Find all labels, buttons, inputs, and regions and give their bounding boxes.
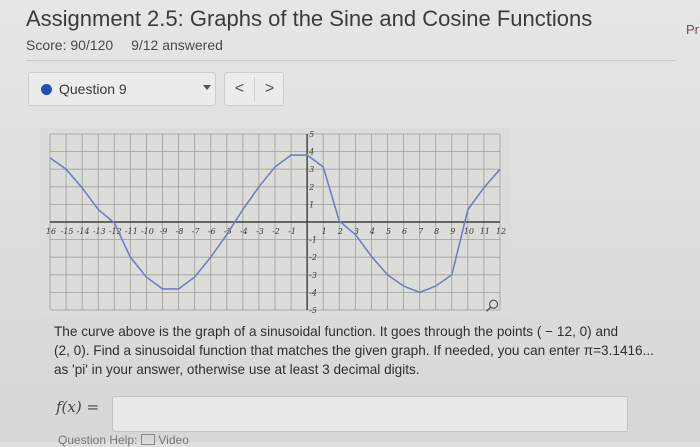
x-tick-label: 9 (450, 227, 456, 236)
y-tick-label: -4 (309, 288, 317, 298)
score-line (26, 37, 223, 53)
answer-input[interactable] (112, 396, 628, 432)
x-tick-label: 5 (385, 227, 392, 236)
answer-label: f(x) = (56, 398, 100, 416)
x-tick-label: 3 (353, 227, 359, 236)
y-tick-label: 1 (309, 200, 315, 210)
x-tick-label: -11 (124, 227, 138, 236)
x-tick-label: 8 (434, 227, 440, 236)
x-tick-label: -13 (92, 227, 106, 236)
y-tick-label: 4 (309, 147, 315, 157)
chevron-down-icon (203, 85, 211, 90)
y-tick-label: -2 (309, 253, 317, 263)
x-tick-label: 2 (337, 227, 343, 236)
answered-count: 9/12 answered (131, 37, 223, 53)
question-select-label: Question 9 (59, 81, 127, 97)
x-tick-label: 4 (369, 227, 375, 236)
x-tick-label: 1 (321, 227, 327, 236)
x-tick-label: -4 (239, 227, 248, 236)
y-tick-label: -3 (309, 270, 317, 280)
x-tick-label: 11 (479, 227, 491, 236)
x-tick-label: 16 (45, 227, 57, 236)
x-tick-label: -14 (76, 227, 90, 236)
score-text: Score: 90/120 (26, 37, 114, 53)
help-label: Question Help: (58, 433, 138, 447)
header-divider (26, 60, 676, 61)
video-link[interactable]: Video (158, 433, 189, 447)
x-tick-label: -12 (108, 227, 122, 236)
question-select[interactable] (28, 72, 216, 106)
x-tick-label: 10 (463, 227, 474, 236)
x-tick-label: 6 (402, 227, 408, 236)
x-tick-label: -8 (175, 227, 184, 236)
y-tick-label: -5 (309, 306, 317, 315)
x-tick-label: -7 (191, 227, 200, 236)
x-tick-label: -6 (207, 227, 216, 236)
y-tick-label: 2 (309, 182, 315, 192)
x-tick-label: -5 (223, 227, 232, 236)
status-dot-icon (41, 84, 52, 95)
question-help (58, 433, 189, 447)
problem-line-1: The curve above is the graph of a sinusoidal function. It goes through the points ( − 12, 0) and (54, 324, 619, 339)
problem-statement (54, 322, 684, 379)
next-question-button[interactable]: > (264, 80, 275, 97)
video-icon (141, 434, 155, 445)
x-tick-label: -3 (256, 227, 264, 236)
corner-link[interactable]: Pr (686, 22, 699, 37)
x-tick-label: 7 (418, 227, 424, 236)
previous-question-button[interactable]: < (234, 80, 245, 97)
problem-line-3: as 'pi' in your answer, otherwise use at least 3 decimal digits. (54, 362, 420, 377)
y-tick-label: 5 (309, 130, 315, 139)
sinusoid-graph (40, 128, 510, 318)
y-tick-label: 3 (309, 165, 315, 175)
page-title: Assignment 2.5: Graphs of the Sine and Cosine Functions (26, 6, 593, 31)
x-tick-label: -9 (159, 227, 168, 236)
x-tick-label: -15 (60, 227, 74, 236)
question-nav (224, 72, 284, 106)
x-tick-label: -2 (272, 227, 280, 236)
x-tick-label: 12 (495, 227, 507, 236)
y-tick-label: -1 (309, 235, 317, 245)
x-tick-label: -10 (140, 227, 154, 236)
problem-line-2: (2, 0). Find a sinusoidal function that matches the given graph. If needed, you can enter π=3.1416... (54, 343, 654, 358)
x-tick-label: -1 (288, 227, 296, 236)
